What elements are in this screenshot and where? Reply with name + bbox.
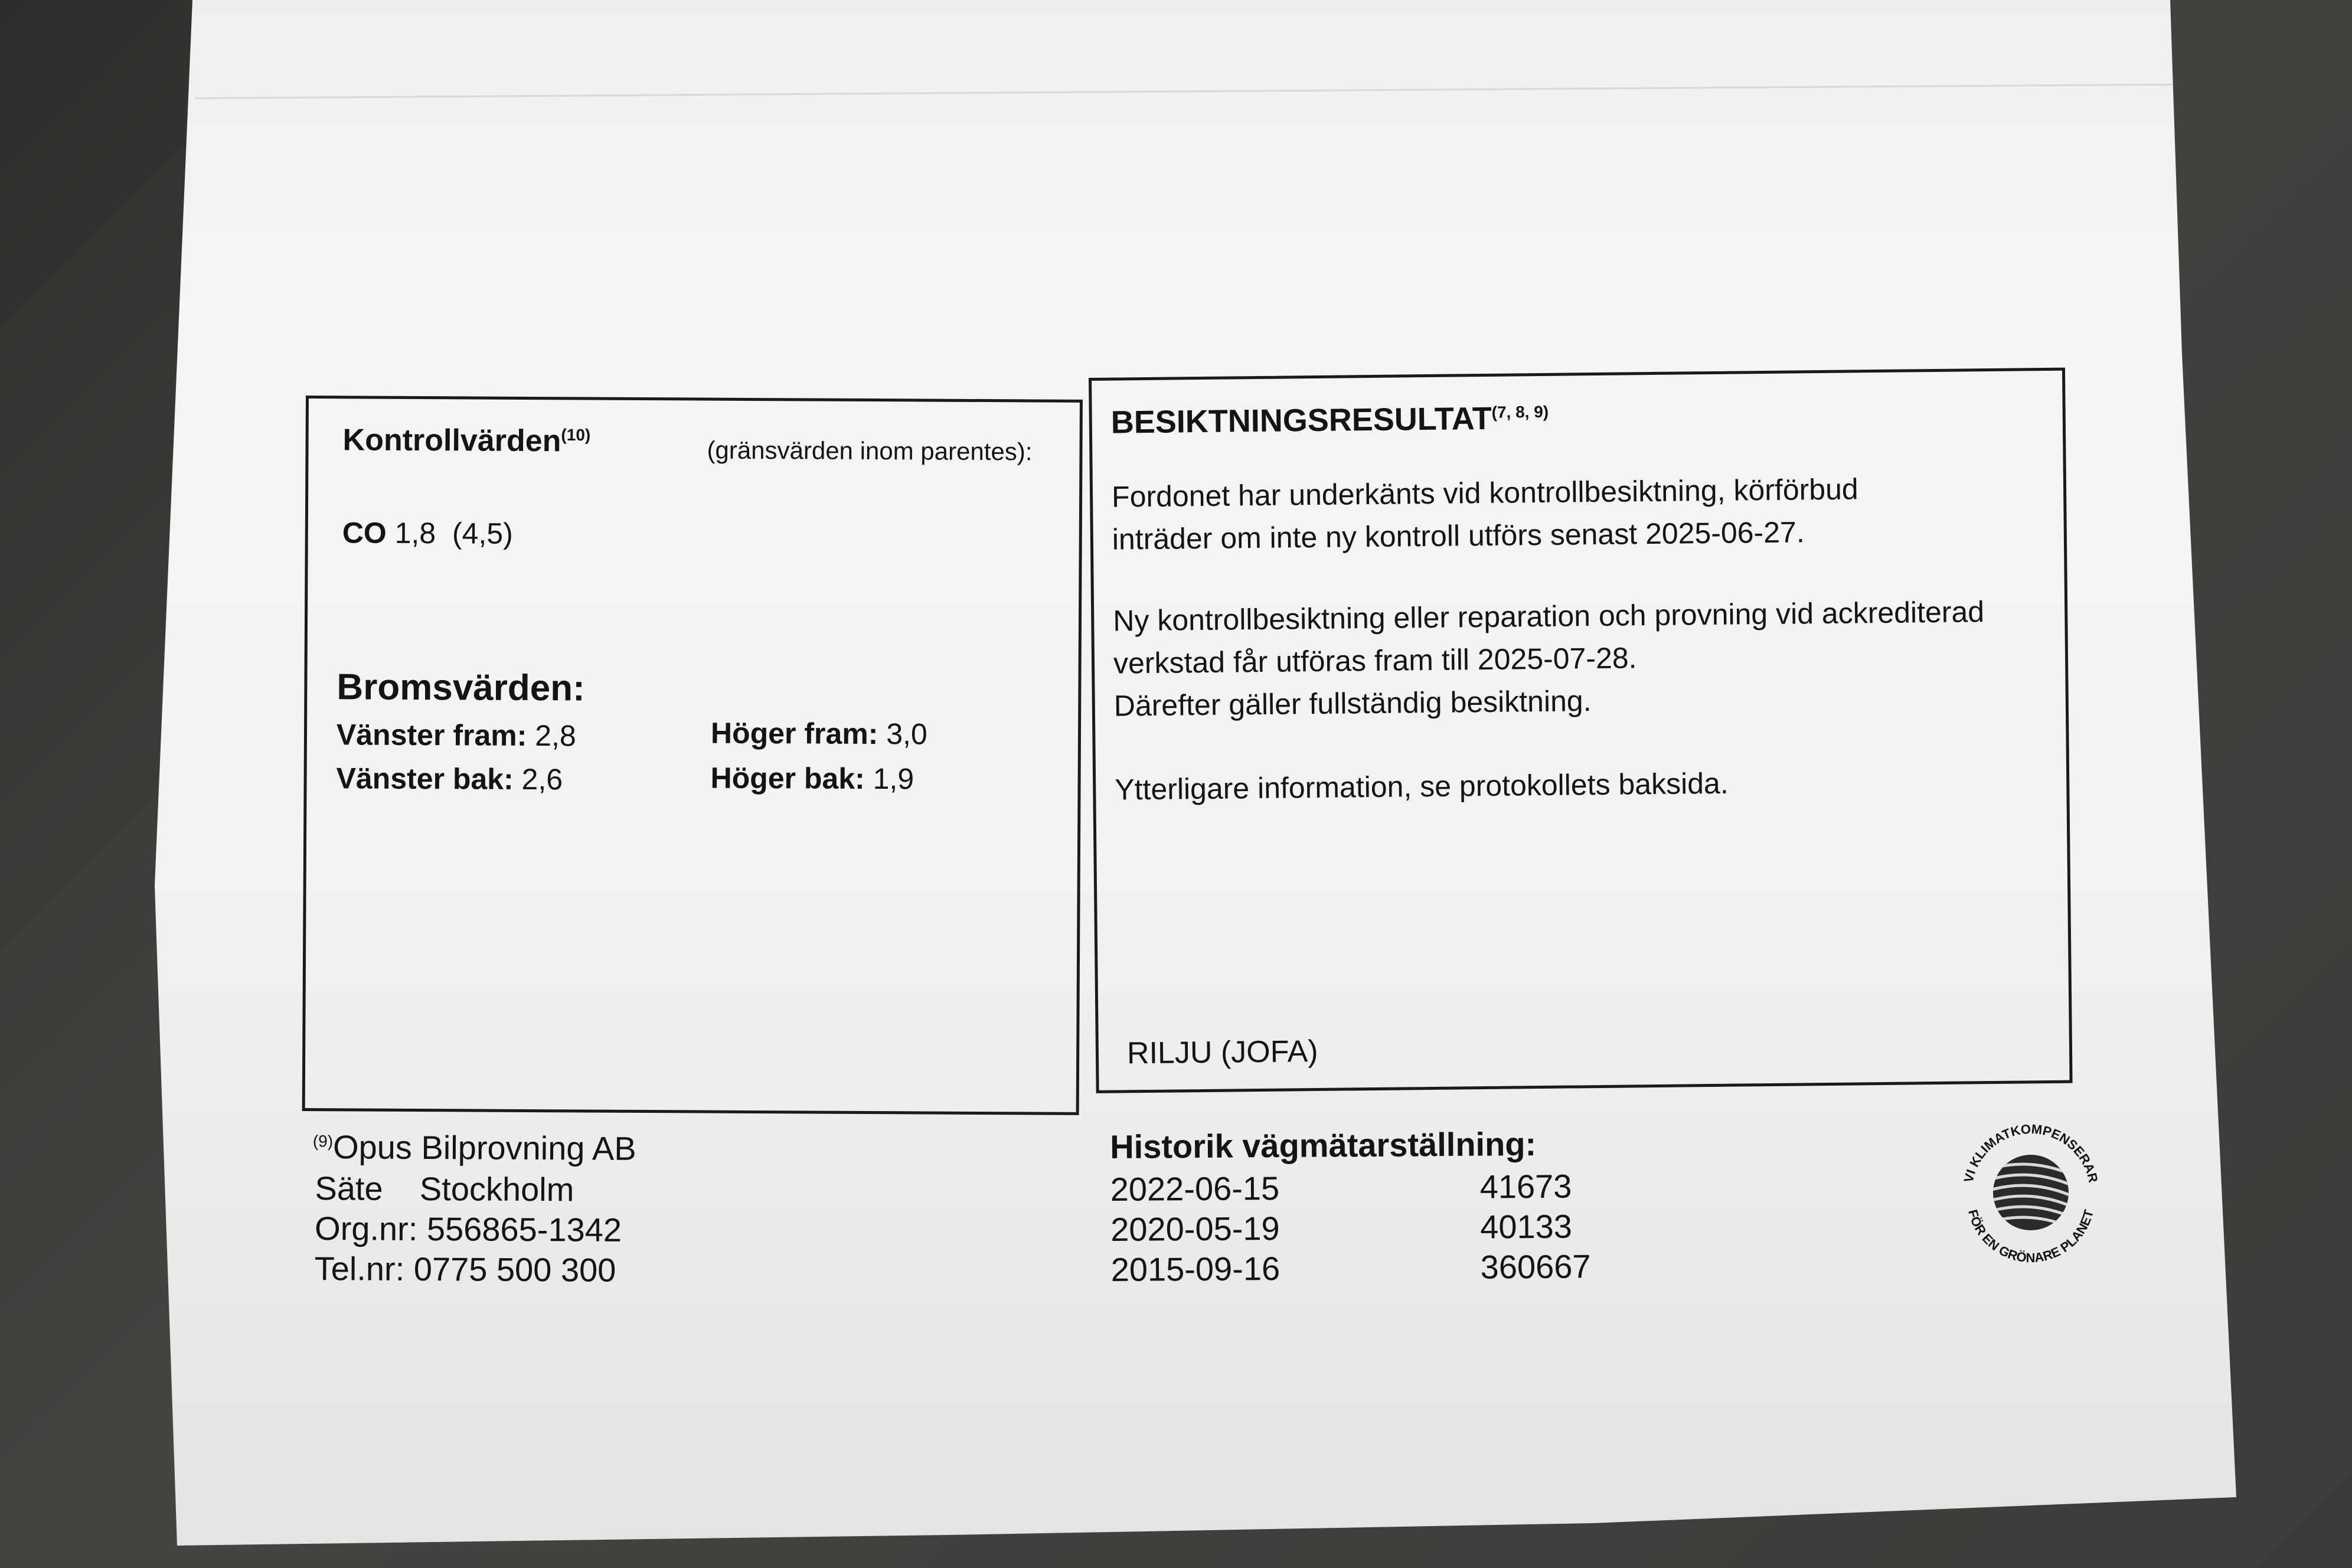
brake-rear-right-value: 1,9 [873,762,914,796]
inspection-result-box [1089,368,2073,1093]
control-values-footnote-ref: (10) [561,425,591,445]
odometer-row-1-reading: 41673 [1479,1167,1572,1206]
result-paragraph-2-line-2: verkstad får utföras fram till 2025-07-28. [1113,641,1637,680]
brake-rear-right-label: Höger bak: [710,761,865,795]
svg-text:VI KLIMATKOMPENSERAR: VI KLIMATKOMPENSERAR [1961,1121,2101,1184]
odometer-row-2-date: 2020-05-19 [1110,1209,1280,1248]
control-values-title: Kontrollvärden [342,423,561,459]
co-label: CO [342,516,387,550]
company-org-number: Org.nr: 556865-1342 [314,1210,622,1249]
brake-front-left-value: 2,8 [535,719,576,753]
company-seat-label: Säte [315,1170,383,1207]
company-footnote-ref: (9) [312,1132,334,1151]
result-paragraph-1-line-2: inträder om inte ny kontroll utförs senast 2025-06-27. [1112,515,1805,556]
co-limit: (4,5) [452,517,513,550]
result-paragraph-2-line-1: Ny kontrollbesiktning eller reparation och provning vid ackrediterad [1113,595,1985,638]
odometer-history-heading: Historik vägmätarställning: [1110,1125,1537,1165]
brake-front-right-label: Höger fram: [710,716,878,751]
odometer-row-3-date: 2015-09-16 [1110,1249,1280,1288]
odometer-row-1-date: 2022-06-15 [1110,1169,1280,1208]
brake-values-heading: Bromsvärden: [337,667,585,709]
brake-rear-left-label: Vänster bak: [336,762,514,796]
inspection-result-title: BESIKTNINGSRESULTAT [1110,400,1492,440]
svg-text:FÖR EN GRÖNARE PLANET: FÖR EN GRÖNARE PLANET [1965,1208,2096,1266]
climate-compensation-seal-icon [1954,1116,2108,1269]
result-paragraph-2-line-3: Därefter gäller fullständig besiktning. [1113,684,1592,723]
co-value: 1,8 [394,516,436,550]
brake-front-left-label: Vänster fram: [336,718,527,752]
result-paragraph-1-line-1: Fordonet har underkänts vid kontrollbesiktning, körförbud [1111,472,1858,514]
odometer-row-2-reading: 40133 [1479,1207,1573,1246]
result-paragraph-3: Ytterligare information, se protokollets baksida. [1115,766,1729,806]
company-name: Opus Bilprovning AB [332,1128,636,1167]
inspector-signature: RILJU (JOFA) [1126,1034,1318,1071]
brake-front-right-value: 3,0 [886,717,927,751]
company-phone: Tel.nr: 0775 500 300 [314,1250,616,1289]
odometer-row-3-reading: 360667 [1480,1247,1591,1286]
company-seat-value: Stockholm [419,1170,574,1208]
inspection-result-footnote-ref: (7, 8, 9) [1491,402,1549,422]
limit-values-note: (gränsvärden inom parentes): [707,436,1033,466]
control-values-box [302,396,1083,1115]
brake-rear-left-value: 2,6 [521,762,563,796]
